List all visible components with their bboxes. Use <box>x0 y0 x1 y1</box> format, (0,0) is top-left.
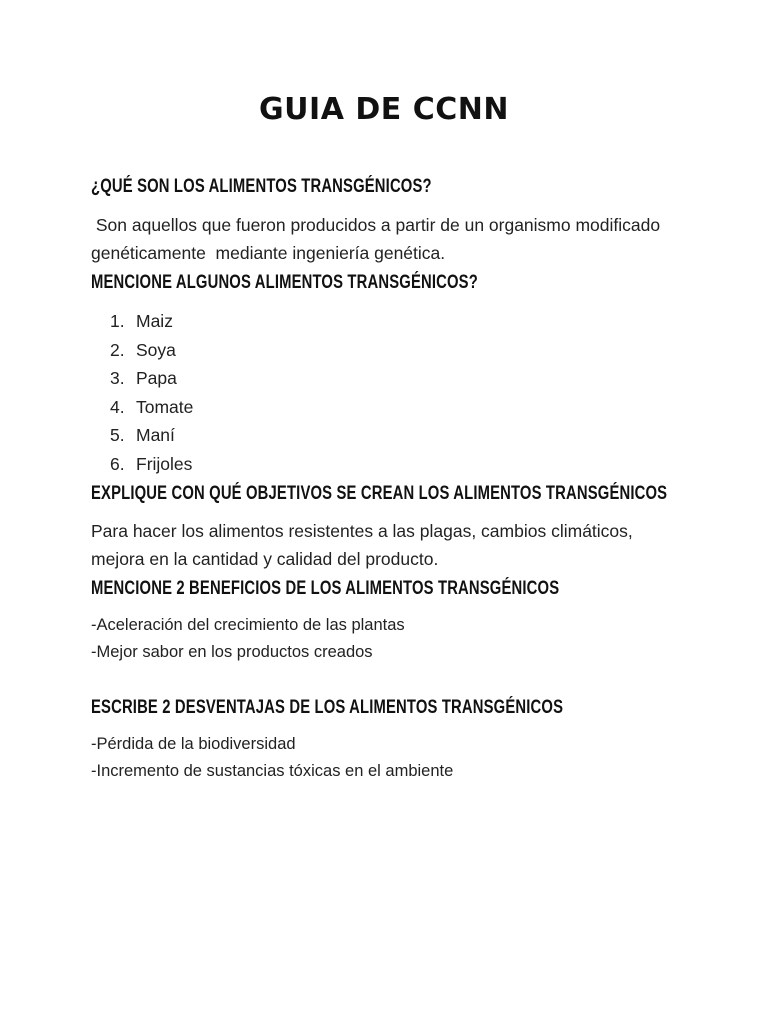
list-item-number: 2. <box>110 339 125 360</box>
question-heading-5: ESCRIBE 2 DESVENTAJAS DE LOS ALIMENTOS TRANSGÉNICOS <box>91 697 564 718</box>
list-item <box>110 364 193 393</box>
list-item <box>110 450 193 479</box>
page-title: GUIA DE CCNN <box>259 92 509 127</box>
list-item-text: Tomate <box>136 396 194 417</box>
list-item-text: Soya <box>136 339 176 360</box>
list-item-number: 1. <box>110 311 125 331</box>
question-heading-3: EXPLIQUE CON QUÉ OBJETIVOS SE CREAN LOS ALIMENTOS TRANSGÉNICOS <box>91 483 668 504</box>
list-item-text: Papa <box>136 368 177 389</box>
answer-5-line-2: -Incremento de sustancias tóxicas en el ambiente <box>91 762 454 780</box>
list-item <box>110 393 193 422</box>
answer-1 <box>91 211 691 267</box>
answer-3 <box>91 517 691 573</box>
list-item <box>110 421 193 450</box>
answer-5-line-1: -Pérdida de la biodiversidad <box>91 735 296 753</box>
answer-3-line-1: Para hacer los alimentos resistentes a las plagas, cambios climáticos, <box>91 521 633 541</box>
list-item-number: 5. <box>110 425 125 446</box>
list-item-number: 6. <box>110 453 125 474</box>
list-item-number: 3. <box>110 368 125 389</box>
list-item <box>110 336 193 365</box>
list-item-text: Maiz <box>136 311 173 331</box>
question-heading-2: MENCIONE ALGUNOS ALIMENTOS TRANSGÉNICOS? <box>91 272 478 293</box>
question-heading-4: MENCIONE 2 BENEFICIOS DE LOS ALIMENTOS TRANSGÉNICOS <box>91 578 560 599</box>
answer-1-line-2: genéticamente mediante ingeniería genética. <box>91 243 446 263</box>
question-heading-1: ¿QUÉ SON LOS ALIMENTOS TRANSGÉNICOS? <box>91 176 432 197</box>
answer-4-line-1: -Aceleración del crecimiento de las plantas <box>91 616 405 634</box>
list-item-text: Maní <box>136 425 175 446</box>
list-item-text: Frijoles <box>136 453 193 474</box>
transgenic-foods-list <box>110 307 193 479</box>
answer-4-line-2: -Mejor sabor en los productos creados <box>91 643 373 661</box>
answer-3-line-2: mejora en la cantidad y calidad del producto. <box>91 549 439 569</box>
answer-1-line-1: Son aquellos que fueron producidos a partir de un organismo modificado <box>91 215 661 235</box>
list-item <box>110 307 193 336</box>
list-item-number: 4. <box>110 396 125 417</box>
answer-4 <box>91 612 405 666</box>
answer-5 <box>91 731 453 785</box>
